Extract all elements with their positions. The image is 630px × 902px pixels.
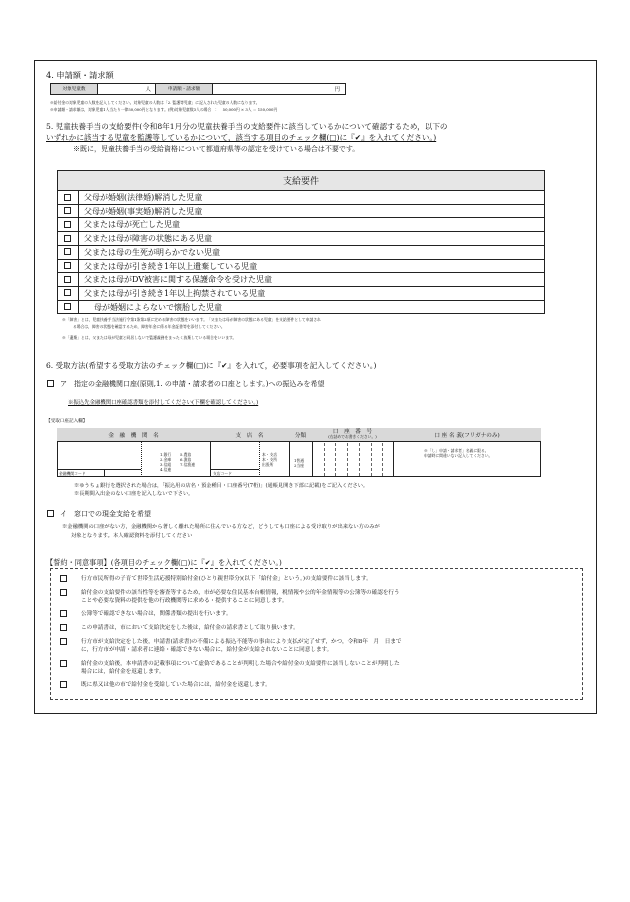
requirement-label: 父母が婚姻(法律婚)解消した児童 bbox=[84, 193, 203, 202]
bank-type-list-a: 1.銀行 2.金庫 3.信組 4.信連 bbox=[160, 452, 172, 472]
requirement-label: 父または母がDV被害に関する保護命令を受けた児童 bbox=[84, 275, 273, 285]
account-digit-divider bbox=[382, 443, 383, 476]
s5-note1b: る場合は，障害の状態を確認するため，障害年金に係る年金証書等を添付してください。 bbox=[73, 324, 225, 329]
pledge-text: 場合には，給付金を返還します。 bbox=[81, 669, 165, 675]
amount-field[interactable]: 円 bbox=[212, 83, 346, 95]
pledge-heading: 【誓約・同意事項】(各項目のチェック欄(□)に『✔』を入れてください。) bbox=[46, 558, 282, 567]
section5-heading-line2: いずれかに該当する児童を監護等しているかについて，該当する項目のチェック欄(□)に『✔』を入れてください。) bbox=[46, 133, 437, 142]
requirements-header: 支給要件 bbox=[57, 170, 545, 191]
pledge-text: 行方市民所得の子育て世帯生活応援特別給付金(ひとり親世帯分)(以下「給付金」という。)の支給要件に該当します。 bbox=[81, 576, 372, 582]
pledge-text: 給付金の支給後，本申請書の記載事項について虚偽であることが判明した場合や給付金の支給要件に該当しないことが判明した bbox=[81, 661, 400, 667]
pledge-text: に，行方市が申請・請求者に連絡・確認できない場合に，給付金が支給されないことに同意します。 bbox=[81, 647, 333, 653]
holder-note: ※「し」申請・請求者」名義に限る。 申請時に間違いない記入してください。 bbox=[424, 448, 493, 458]
option-b-note2: 対象となります。本人確認資料を添付してください bbox=[71, 533, 193, 539]
branch-code-label: 支店コード bbox=[213, 471, 232, 476]
pledge-text: 公簿等で確認できない場合は，関係書類の提出を行います。 bbox=[81, 611, 232, 617]
requirement-checkbox[interactable] bbox=[64, 235, 71, 242]
pledge-text: この申請書は，市において支給決定をした後は，給付金の請求書として取り扱います。 bbox=[81, 625, 299, 631]
bank-code-label: 金融機関コード bbox=[59, 471, 86, 476]
requirement-label: 父または母の生死が明らかでない児童 bbox=[84, 247, 220, 257]
holder-header: 口 座 名 義(フリガナのみ) bbox=[393, 428, 541, 442]
option-a-checkbox[interactable] bbox=[47, 380, 54, 387]
requirement-checkbox[interactable] bbox=[64, 207, 71, 214]
account-type-list: 1普通 2当座 bbox=[294, 458, 305, 468]
type-header: 分類 bbox=[289, 428, 313, 442]
yucho-note2: ※長期間入出金のない口座を記入しないで下さい。 bbox=[74, 491, 194, 497]
s4-note2: ※申請額・請求額は，対象児童1人当たり一律50,000円となります。(例)対象児童数3人の場合 ： 50,000円 × 3人 ＝ 150,000円 bbox=[50, 107, 278, 112]
requirement-checkbox[interactable] bbox=[64, 221, 71, 228]
bank-type-list-b: 5.農協 6.漁協 7.信漁連 bbox=[180, 452, 196, 467]
pledge-checkbox[interactable] bbox=[60, 660, 67, 667]
requirement-label: 父母が婚姻(事実婚)解消した児童 bbox=[84, 206, 203, 216]
child-count-field[interactable]: 人 bbox=[97, 83, 156, 95]
requirement-checkbox[interactable] bbox=[64, 262, 71, 269]
pledge-text: 行方市が支給決定をした後，申請書(請求書)の不備による振込不能等の事由により支払が完了せず，かつ，令和8年 月 日まで bbox=[81, 639, 402, 645]
requirement-checkbox[interactable] bbox=[64, 276, 71, 283]
requirement-label: 父または母が障害の状態にある児童 bbox=[84, 234, 212, 244]
requirement-label: 父または母が引き続き1年以上遺棄している児童 bbox=[84, 261, 258, 271]
section5-heading-line1: 5. 児童扶養手当の支給要件(令和8年1月分の児童扶養手当の支給要件に該当しているかについて確認するため，以下の bbox=[46, 122, 448, 131]
pledge-checkbox[interactable] bbox=[60, 624, 67, 631]
bank-name-header: 金 融 機 関 名 bbox=[57, 428, 211, 442]
option-b-label: イ 窓口での現金支給を希望 bbox=[60, 510, 151, 518]
branch-name-header: 支 店 名 bbox=[210, 428, 290, 442]
pledge-text: ことや必要な資料の提供を他の行政機関等に求める・提供することに同意します。 bbox=[81, 598, 288, 604]
child-count-label: 対象児童数 bbox=[50, 83, 98, 95]
account-box-title: 【受取口座記入欄】 bbox=[46, 419, 88, 424]
account-digit-divider bbox=[335, 443, 336, 476]
requirement-label: 父または母が引き続き1年以上拘禁されている児童 bbox=[84, 288, 266, 298]
pledge-checkbox[interactable] bbox=[60, 575, 67, 582]
amount-label: 申請額・請求額 bbox=[155, 83, 213, 95]
option-a-label: ア 指定の金融機関口座(原則,1. の申請・請求者の口座とします。)への振込みを希望 bbox=[60, 380, 325, 388]
pledge-checkbox[interactable] bbox=[60, 589, 67, 596]
account-digit-divider bbox=[324, 443, 325, 476]
pledge-text: 給付金の支給要件の該当性等を審査等するため，市が必要な住民基本台帳情報，税情報や公的年金情報等の公簿等の確認を行う bbox=[81, 590, 400, 596]
requirement-checkbox[interactable] bbox=[64, 303, 71, 310]
s5-note2: ※「遺棄」とは，父または母が児童と同居しないで監護義務をまったく放棄している場合をいいます。 bbox=[62, 335, 237, 340]
account-digit-divider bbox=[371, 443, 372, 476]
requirement-checkbox[interactable] bbox=[64, 289, 71, 296]
section4-heading: 4. 申請額・請求額 bbox=[46, 70, 114, 80]
pledge-text: 既に県又は他の市で給付金を受給していた場合には，給付金を返還します。 bbox=[81, 682, 271, 688]
option-b-checkbox[interactable] bbox=[47, 510, 54, 517]
requirement-checkbox[interactable] bbox=[64, 194, 71, 201]
account-digit-divider bbox=[359, 443, 360, 476]
requirement-label: 父または母が死亡した児童 bbox=[84, 220, 180, 230]
option-a-note: ※振込先金融機関口座確認書類を添付してください(下欄を確認してください。) bbox=[68, 400, 259, 406]
s4-note1: ※給付金の対象児童の人数を記入してください。対象児童の人数は「2. 監護等児童」に記入された児童の人数になります。 bbox=[50, 100, 260, 105]
s5-note1a: ※「障害」とは，児童扶養手当法施行令第1条第2項に定める障害の状態をいいます。「父または母が障害の状態にある児童」を支給要件として申請され bbox=[62, 317, 321, 322]
pledge-checkbox[interactable] bbox=[60, 681, 67, 688]
pledge-checkbox[interactable] bbox=[60, 610, 67, 617]
branch-type-list: 本・支店 本・支所 出張所 bbox=[262, 452, 278, 467]
section5-note: ※既に，児童扶養手当の受給資格について都道府県等の認定を受けている場合は不要です。 bbox=[73, 145, 360, 153]
section6-heading: 6. 受取方法(希望する受取方法のチェック欄(□)に『✔』を入れて，必要事項を記入してください。) bbox=[46, 361, 377, 370]
pledge-checkbox[interactable] bbox=[60, 638, 67, 645]
yucho-note1: ※ゆうちょ銀行を選択された場合は，「振込用の店名・預金種目・口座番号(7桁)」(通帳見開き下部に記載)をご記入ください。 bbox=[74, 483, 369, 489]
requirement-label: 母が婚姻によらないで懐胎した児童 bbox=[94, 302, 222, 312]
requirement-checkbox[interactable] bbox=[64, 248, 71, 255]
account-digit-divider bbox=[347, 443, 348, 476]
option-b-note1: ※金融機関の口座がない方，金融機関から著しく離れた場所に住んでいる方など，どうしても口座による受け取りが出来ない方のみが bbox=[62, 524, 380, 530]
account-number-header: 口 座 番 号 (右詰めでお書きください。) bbox=[312, 428, 394, 442]
